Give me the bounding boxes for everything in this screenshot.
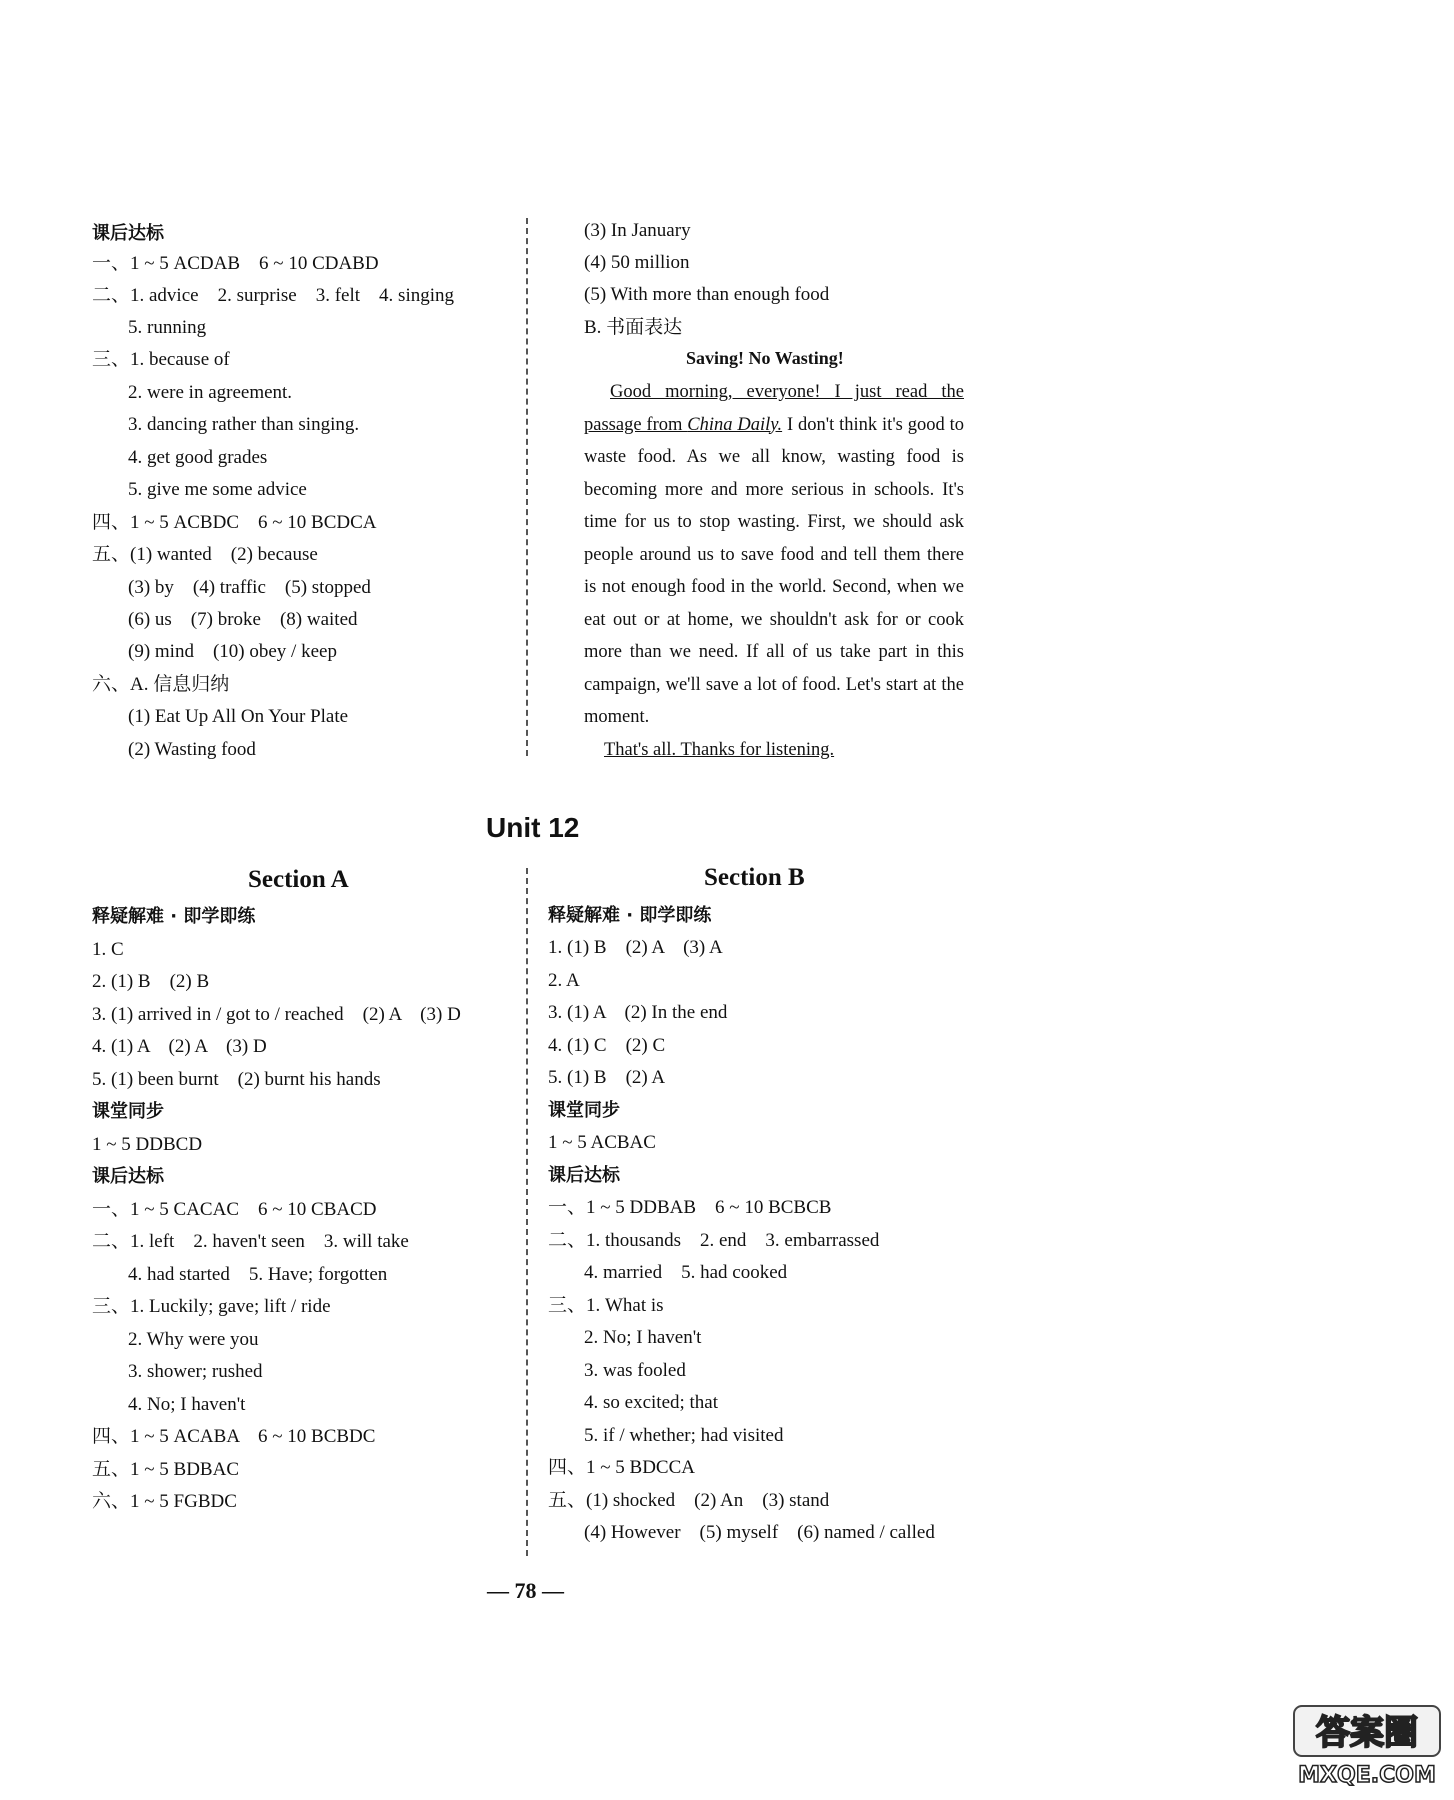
section-a-title: Section A bbox=[248, 866, 349, 893]
answer-line: 5. if / whether; had visited bbox=[584, 1425, 784, 1446]
answer-line: 六、1 ~ 5 FGBDC bbox=[92, 1491, 237, 1512]
answer-line: (1) Eat Up All On Your Plate bbox=[128, 706, 349, 727]
answer-line: 二、1. advice 2. surprise 3. felt 4. singing bbox=[92, 285, 455, 306]
answer-line: 六、A. 信息归纳 bbox=[92, 674, 230, 695]
answer-line: 三、1. Luckily; gave; lift / ride bbox=[92, 1296, 331, 1317]
answer-line: 二、1. thousands 2. end 3. embarrassed bbox=[548, 1230, 880, 1251]
answer-line: 三、1. What is bbox=[548, 1295, 664, 1316]
essay-opening: Good morning, everyone! I just read the passage from bbox=[584, 382, 964, 435]
section-heading: 课后达标 bbox=[548, 1165, 620, 1186]
answer-line: 4. married 5. had cooked bbox=[584, 1262, 788, 1283]
answer-line: (4) 50 million bbox=[584, 252, 690, 273]
answer-line: 2. No; I haven't bbox=[584, 1327, 702, 1348]
answer-line: 四、1 ~ 5 ACABA 6 ~ 10 BCBDC bbox=[92, 1426, 376, 1447]
answer-line: 2. A bbox=[548, 970, 580, 991]
answer-line: (4) However (5) myself (6) named / called bbox=[584, 1522, 935, 1543]
section-heading: 释疑解难 · 即学即练 bbox=[548, 905, 712, 926]
answer-line: 5. (1) been burnt (2) burnt his hands bbox=[92, 1069, 381, 1090]
essay-title: Saving! No Wasting! bbox=[686, 348, 844, 368]
answer-line: 4. had started 5. Have; forgotten bbox=[128, 1264, 388, 1285]
answer-line: 2. Why were you bbox=[128, 1329, 259, 1350]
answer-line: (6) us (7) broke (8) waited bbox=[128, 609, 358, 630]
section-heading: 课后达标 bbox=[92, 223, 164, 244]
answer-line: 5. give me some advice bbox=[128, 479, 307, 500]
svg-text:答案圈: 答案圈 bbox=[1316, 1713, 1418, 1753]
answer-line: 五、1 ~ 5 BDBAC bbox=[92, 1459, 239, 1480]
section-heading: 课堂同步 bbox=[548, 1100, 620, 1121]
column-divider bbox=[526, 218, 528, 756]
answer-line: 4. so excited; that bbox=[584, 1392, 719, 1413]
essay-closing: That's all. Thanks for listening. bbox=[604, 739, 835, 760]
essay-text bbox=[584, 376, 964, 766]
section-b-title: Section B bbox=[704, 864, 805, 891]
answer-line: 二、1. left 2. haven't seen 3. will take bbox=[92, 1231, 409, 1252]
answer-line: 一、1 ~ 5 DDBAB 6 ~ 10 BCBCB bbox=[548, 1197, 832, 1218]
answer-line: (3) by (4) traffic (5) stopped bbox=[128, 577, 371, 598]
answer-line: (9) mind (10) obey / keep bbox=[128, 641, 337, 662]
answer-line: 2. (1) B (2) B bbox=[92, 971, 210, 992]
answer-line: 三、1. because of bbox=[92, 349, 230, 370]
answer-line: 2. were in agreement. bbox=[128, 382, 293, 403]
answer-line: (3) In January bbox=[584, 220, 691, 241]
answer-line: 3. shower; rushed bbox=[128, 1361, 263, 1382]
svg-text:MXQE.COM: MXQE.COM bbox=[1298, 1763, 1436, 1788]
essay-body: I don't think it's good to waste food. As we all know, wasting food is becoming more and more serious in schools. It's time for us to stop wasting. First, we should ask people around us to save food and tell them there is not enough food in the world. Second, when we eat out or at home, we shouldn't ask for or cook more than we need. If all of us take part in this campaign, we'll save a lot of food. Let's start at the moment. bbox=[584, 414, 965, 727]
answer-line: 五、(1) wanted (2) because bbox=[92, 544, 318, 565]
column-divider bbox=[526, 868, 528, 1556]
answer-line: 四、1 ~ 5 BDCCA bbox=[548, 1457, 695, 1478]
answer-line: 4. (1) A (2) A (3) D bbox=[92, 1036, 267, 1057]
answer-line: 一、1 ~ 5 ACDAB 6 ~ 10 CDABD bbox=[92, 253, 379, 274]
answer-line: B. 书面表达 bbox=[584, 317, 683, 338]
page-number: — 78 — bbox=[487, 1578, 564, 1603]
answer-line: 1 ~ 5 ACBAC bbox=[548, 1132, 656, 1153]
answer-line: (2) Wasting food bbox=[128, 739, 256, 760]
answer-line: 四、1 ~ 5 ACBDC 6 ~ 10 BCDCA bbox=[92, 512, 377, 533]
answer-line: 5. (1) B (2) A bbox=[548, 1067, 666, 1088]
answer-line: 1. (1) B (2) A (3) A bbox=[548, 937, 723, 958]
answer-line: 3. (1) arrived in / got to / reached (2) A (3) D bbox=[92, 1004, 461, 1025]
essay-source: China Daily. bbox=[687, 414, 783, 435]
answer-line: 1 ~ 5 DDBCD bbox=[92, 1134, 203, 1155]
answer-line: 4. (1) C (2) C bbox=[548, 1035, 666, 1056]
answer-line: 5. running bbox=[128, 317, 207, 338]
answer-line: 五、(1) shocked (2) An (3) stand bbox=[548, 1490, 830, 1511]
answer-line: 4. No; I haven't bbox=[128, 1394, 246, 1415]
section-heading: 课堂同步 bbox=[92, 1101, 164, 1122]
unit-title: Unit 12 bbox=[486, 812, 580, 843]
section-heading: 释疑解难 · 即学即练 bbox=[92, 906, 256, 927]
section-heading: 课后达标 bbox=[92, 1166, 164, 1187]
site-watermark-logo bbox=[1292, 1702, 1442, 1790]
answer-line: (5) With more than enough food bbox=[584, 284, 830, 305]
answer-line: 3. was fooled bbox=[584, 1360, 686, 1381]
answer-line: 3. (1) A (2) In the end bbox=[548, 1002, 728, 1023]
answer-line: 1. C bbox=[92, 939, 124, 960]
answer-line: 4. get good grades bbox=[128, 447, 268, 468]
answer-line: 一、1 ~ 5 CACAC 6 ~ 10 CBACD bbox=[92, 1199, 377, 1220]
answer-line: 3. dancing rather than singing. bbox=[128, 414, 360, 435]
